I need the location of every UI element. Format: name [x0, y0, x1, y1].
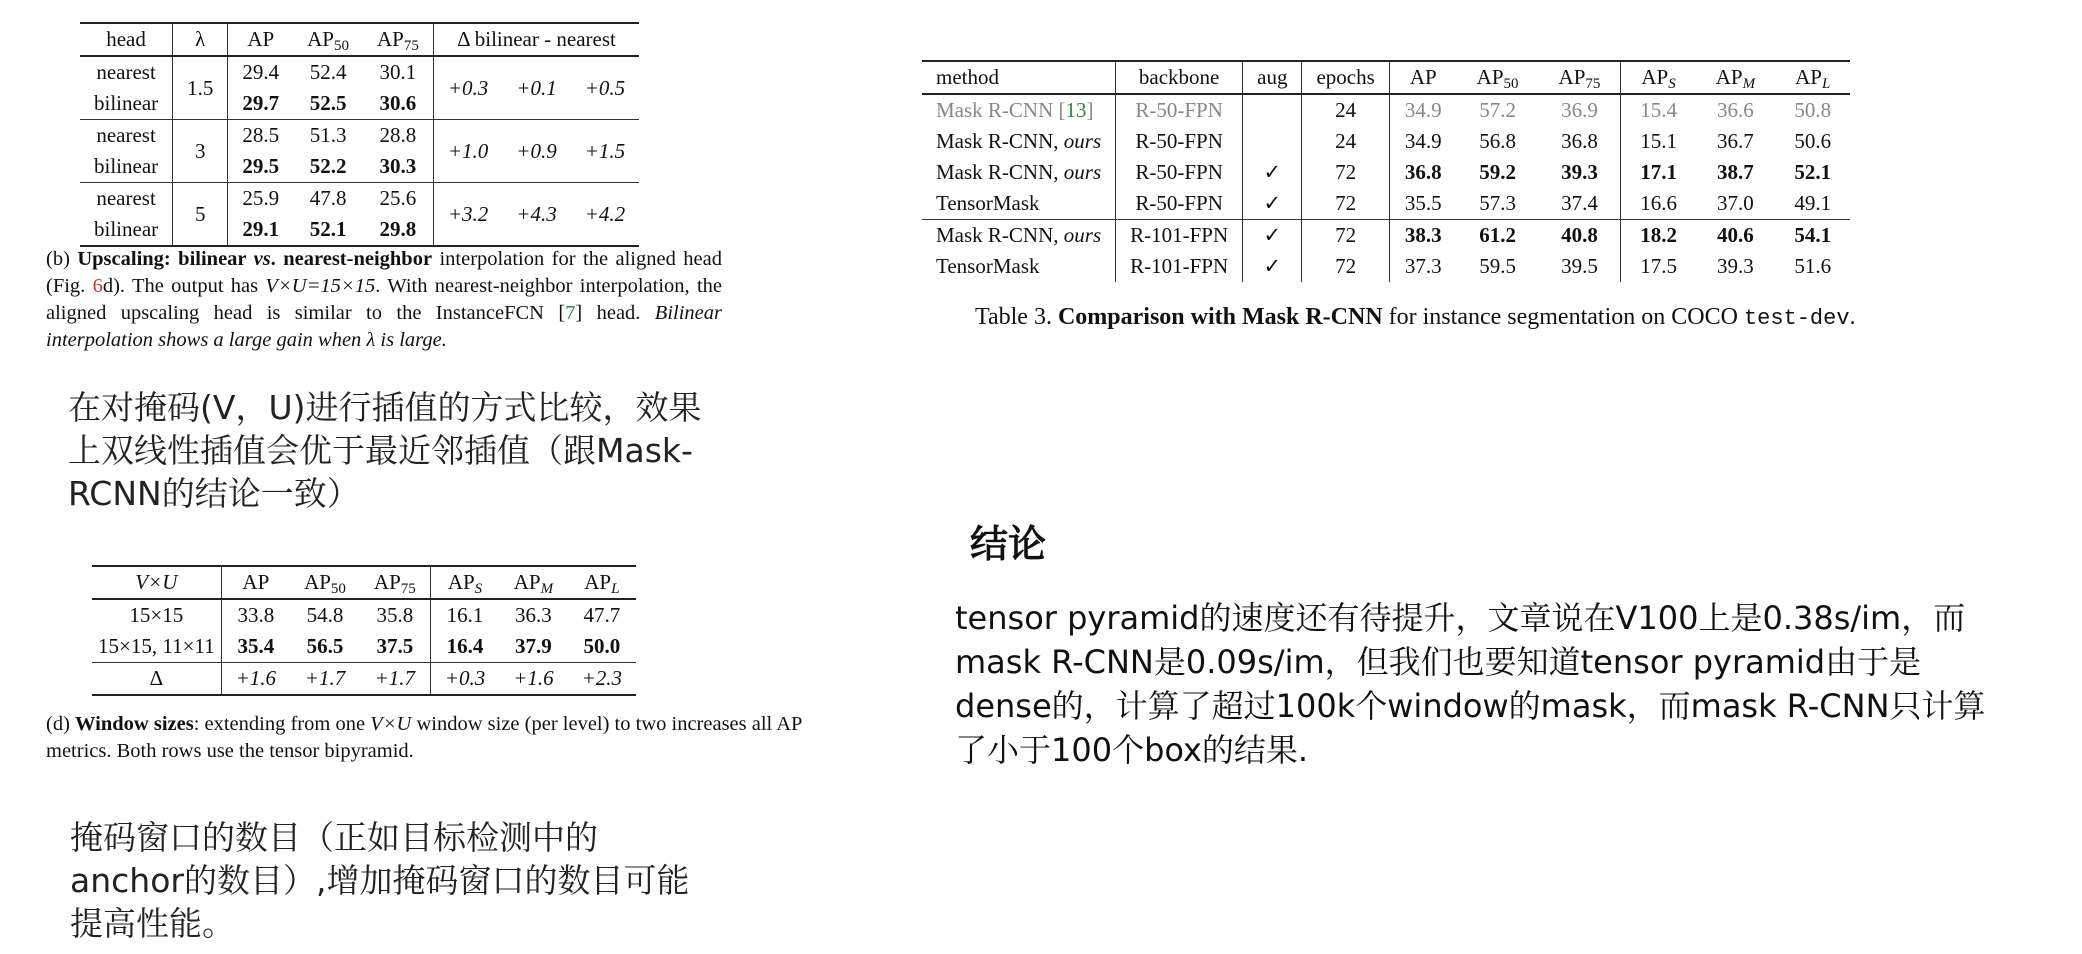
caption-3-suffix: . [1849, 304, 1856, 330]
checkmark-icon: ✓ [1243, 220, 1302, 252]
table-d [92, 565, 636, 696]
cell-apl: 54.1 [1775, 220, 1850, 252]
cell-ap: +1.6 [221, 663, 290, 696]
cell-head: bilinear [80, 88, 173, 120]
col-ap50: $AP_{50}$ [1457, 61, 1539, 94]
cell-ap50: 51.3 [293, 120, 363, 152]
cell-head: bilinear [80, 151, 173, 183]
cell-delta-ap50: +0.9 [502, 120, 570, 183]
cell-apm: +1.6 [499, 663, 567, 696]
table-row [80, 183, 639, 215]
col-backbone: backbone [1116, 61, 1243, 94]
table-row [922, 94, 1850, 126]
col-apl: $AP_L$ [1775, 61, 1850, 94]
cell-apm: 36.6 [1717, 98, 1754, 122]
caption-3-bold: Comparison with Mask R-CNN [1057, 304, 1383, 330]
cell-ap75: 29.8 [363, 214, 433, 246]
cell-apl: 50.8 [1794, 98, 1832, 122]
cell-method: Mask R-CNN, ours [922, 220, 1116, 252]
note-interpolation: 在对掩码(V，U)进行插值的方式比较，效果上双线性插值会优于最近邻插值（跟Mask-RCNN的结论一致） [68, 388, 702, 513]
col-ap: AP [221, 566, 290, 599]
caption-3-prefix: Table 3. [975, 304, 1058, 330]
caption-b-text4: ] head. [575, 302, 655, 324]
cell-ap50: 57.3 [1479, 191, 1516, 215]
table-row [922, 157, 1850, 188]
caption-b-vs: vs [253, 248, 271, 270]
cell-apl: +2.3 [568, 663, 636, 696]
cell-apl: 49.1 [1794, 191, 1832, 215]
caption-b-text1: interpolation for the aligned head (Fig. [46, 248, 722, 297]
cell-epochs: 24 [1302, 126, 1389, 157]
cell-ap50: 56.8 [1479, 129, 1516, 153]
cell-ap50: +1.7 [290, 663, 360, 696]
fig-ref-link[interactable]: 6 [92, 275, 103, 297]
cell-apm: 40.6 [1696, 220, 1775, 252]
cell-backbone: R-50-FPN [1116, 188, 1243, 220]
cell-apl: 52.1 [1794, 160, 1832, 184]
cell-ap75: 39.5 [1539, 251, 1621, 282]
cell-delta-ap50: +0.1 [516, 75, 557, 100]
cell-delta-ap: +1.0 [433, 120, 502, 183]
table-d-container [92, 565, 636, 696]
col-ap75: $AP_{75}$ [360, 566, 430, 599]
caption-d-math: V×U [370, 713, 412, 735]
cell-backbone: R-101-FPN [1116, 220, 1243, 252]
cell-ap50: 61.2 [1457, 220, 1539, 252]
cell-apm: 36.3 [515, 603, 552, 627]
cell-ap75: 36.8 [1539, 126, 1621, 157]
caption-b [46, 246, 722, 354]
cell-ap: 29.5 [242, 154, 280, 178]
cell-aps: 18.2 [1621, 220, 1696, 252]
table-row [922, 220, 1850, 252]
cell-epochs: 72 [1302, 251, 1389, 282]
caption-3-text: for instance segmentation on COCO [1382, 304, 1744, 330]
cell-backbone: R-50-FPN [1116, 157, 1243, 188]
note-window-count: 掩码窗口的数目（正如目标检测中的anchor的数目）,增加掩码窗口的数目可能提高性能。 [70, 818, 690, 943]
caption-b-math: V×U=15×15 [265, 275, 376, 297]
cell-ap50: 52.1 [293, 214, 363, 246]
cell-apl: 50.0 [583, 634, 621, 658]
caption-d-prefix: (d) [46, 713, 76, 735]
col-ap: AP [1389, 61, 1456, 94]
cell-backbone: R-50-FPN [1116, 94, 1243, 126]
cell-ap50: 52.2 [309, 154, 347, 178]
cell-label: 15×15 [92, 599, 221, 631]
cell-ap: 35.4 [237, 634, 275, 658]
cell-ap: 33.8 [237, 603, 275, 627]
cell-ap75: 25.6 [363, 183, 433, 215]
cell-delta-ap50: +4.3 [502, 183, 570, 247]
table-row [80, 56, 639, 88]
cell-ap: 36.8 [1404, 160, 1442, 184]
table-b-container [80, 22, 639, 247]
col-ap75: $AP_{75}$ [363, 23, 433, 56]
cell-ap50: 47.8 [293, 183, 363, 215]
cell-aps: 15.1 [1640, 129, 1677, 153]
table-row [92, 599, 636, 631]
table-row [922, 126, 1850, 157]
cell-lambda: 1.5 [173, 56, 228, 120]
col-delta: Δ bilinear - nearest [433, 23, 639, 56]
table-3-container [922, 60, 1850, 282]
cell-ap75: 40.8 [1539, 220, 1621, 252]
cell-ap50: 59.5 [1479, 254, 1516, 278]
caption-d-bold: Window sizes [75, 713, 194, 735]
cell-ap75: 37.5 [360, 631, 430, 663]
cell-epochs: 72 [1302, 220, 1389, 252]
caption-d-text1: : extending from one [193, 713, 371, 735]
cell-ap75: 28.8 [363, 120, 433, 152]
cell-lambda: 5 [173, 183, 228, 247]
cell-ap: 29.7 [242, 91, 280, 115]
caption-b-text3: . With nearest-neighbor interpolation, the aligned upscaling head is similar to the InstanceFCN [ [46, 275, 722, 324]
cell-ap: 28.5 [228, 120, 293, 152]
caption-b-italic: Bilinear interpolation shows a large gain when λ is large. [46, 302, 722, 351]
col-aug: aug [1243, 61, 1302, 94]
cell-ap50: 56.5 [306, 634, 344, 658]
conclusion-text: tensor pyramid的速度还有待提升，文章说在V100上是0.38s/im，而mask R-CNN是0.09s/im，但我们也要知道tensor pyramid由于是dense的，计算了超过100k个window的mask，而mask R-CNN只计算了小于100个box的结果. [955, 599, 1986, 769]
cell-ap: 35.5 [1404, 191, 1442, 215]
caption-b-prefix: (b) [46, 248, 78, 270]
table-row [922, 188, 1850, 220]
cell-apm: 37.0 [1717, 191, 1754, 215]
cell-apl: 51.6 [1794, 254, 1832, 278]
cell-epochs: 72 [1302, 157, 1389, 188]
cell-method: TensorMask [922, 188, 1116, 220]
cell-aps: 17.5 [1640, 254, 1677, 278]
cell-head: bilinear [80, 214, 173, 246]
cell-apm: 36.7 [1717, 129, 1754, 153]
checkmark-icon: ✓ [1243, 157, 1302, 188]
cell-delta-ap75: +1.5 [571, 120, 639, 183]
cell-method: Mask R-CNN [13] [922, 94, 1116, 126]
cell-apm: 39.3 [1717, 254, 1754, 278]
cell-ap: 37.3 [1404, 254, 1442, 278]
cell-ap: 25.9 [228, 183, 293, 215]
col-apm: $AP_M$ [499, 566, 567, 599]
table-b [80, 22, 639, 247]
cell-epochs: 24 [1302, 94, 1389, 126]
cell-ap75: 37.4 [1539, 188, 1621, 220]
cell-ap75: 36.9 [1539, 94, 1621, 126]
cell-head: nearest [80, 56, 173, 88]
cell-ap50: 57.2 [1479, 98, 1516, 122]
cell-aps: 17.1 [1640, 160, 1677, 184]
cell-ap75: 30.6 [363, 88, 433, 120]
col-aps: $AP_S$ [430, 566, 499, 599]
caption-d-text2: window size (per level) to two increases all AP metrics. Both rows use the tensor bipyramid. [46, 713, 802, 762]
cell-ap75: 30.1 [363, 56, 433, 88]
cell-backbone: R-101-FPN [1116, 251, 1243, 282]
caption-3-mono: test-dev [1743, 306, 1850, 331]
cell-head: nearest [80, 183, 173, 215]
table-3-header [922, 61, 1850, 94]
col-lambda: λ [173, 23, 228, 56]
cell-delta-ap75: +4.2 [571, 183, 639, 247]
cell-ap50: 52.4 [309, 60, 347, 84]
cell-method: Mask R-CNN, ours [922, 157, 1116, 188]
col-apl: $AP_L$ [568, 566, 636, 599]
cell-ap: 34.9 [1404, 129, 1442, 153]
cell-ap75: 30.3 [363, 151, 433, 183]
table-d-header [92, 566, 636, 599]
conclusion-heading: 结论 [970, 522, 1047, 566]
col-ap: AP [228, 23, 293, 56]
cell-delta-ap: +0.3 [447, 75, 489, 100]
cell-aps: 16.1 [446, 603, 484, 627]
col-apm: $AP_M$ [1696, 61, 1775, 94]
cell-ap75: +1.7 [360, 663, 430, 696]
table-row [922, 251, 1850, 282]
cell-aps: 16.6 [1640, 191, 1677, 215]
table-b-header [80, 23, 639, 56]
col-ap50: $AP_{50}$ [290, 566, 360, 599]
cell-delta-ap: +3.2 [433, 183, 502, 247]
table-row [80, 120, 639, 152]
cell-aps: +0.3 [430, 663, 499, 696]
cell-lambda: 3 [173, 120, 228, 183]
table-3 [922, 60, 1850, 282]
checkmark-icon: ✓ [1243, 188, 1302, 220]
col-method: method [922, 61, 1116, 94]
cell-epochs: 72 [1302, 188, 1389, 220]
col-epochs: epochs [1302, 61, 1389, 94]
cell-ap75: 35.8 [360, 599, 430, 631]
cell-backbone: R-50-FPN [1116, 126, 1243, 157]
cell-delta-ap75: +0.5 [584, 75, 626, 100]
cell-apm: 38.7 [1717, 160, 1754, 184]
cell-head: nearest [80, 120, 173, 152]
caption-table-3 [975, 304, 1856, 331]
cell-ap: 29.1 [228, 214, 293, 246]
cell-label: Δ [92, 663, 221, 696]
cell-method: TensorMask [922, 251, 1116, 282]
cell-ap75: 39.3 [1539, 157, 1621, 188]
cell-ap: 38.3 [1389, 220, 1456, 252]
checkmark-icon: ✓ [1243, 251, 1302, 282]
cell-ap50: 52.5 [309, 91, 347, 115]
caption-b-text2: d). The output has [102, 275, 266, 297]
table-row [92, 663, 636, 696]
citation-link[interactable]: 13 [1065, 98, 1087, 122]
cell-apm: 37.9 [515, 634, 552, 658]
cell-ap50: 54.8 [306, 603, 344, 627]
cell-aug [1243, 126, 1302, 157]
table-row [92, 631, 636, 663]
caption-b-bold1: Upscaling: bilinear [77, 248, 254, 270]
cell-ap: 34.9 [1404, 98, 1442, 122]
cell-aug [1243, 94, 1302, 126]
cell-ap: 29.4 [242, 60, 280, 84]
caption-b-bold2: . nearest-neighbor [270, 248, 433, 270]
cell-aps: 16.4 [446, 634, 484, 658]
col-aps: $AP_S$ [1621, 61, 1696, 94]
cell-ap50: 59.2 [1479, 160, 1516, 184]
caption-d [46, 711, 806, 765]
col-vxu: V×U [92, 566, 221, 599]
cell-method: Mask R-CNN, ours [922, 126, 1116, 157]
cell-aps: 15.4 [1640, 98, 1677, 122]
cell-apl: 47.7 [583, 603, 621, 627]
col-head: head [80, 23, 173, 56]
citation-link[interactable]: 7 [565, 302, 576, 324]
cell-label: 15×15, 11×11 [92, 631, 221, 663]
col-ap50: $AP_{50}$ [293, 23, 363, 56]
cell-apl: 50.6 [1794, 129, 1832, 153]
col-ap75: $AP_{75}$ [1539, 61, 1621, 94]
